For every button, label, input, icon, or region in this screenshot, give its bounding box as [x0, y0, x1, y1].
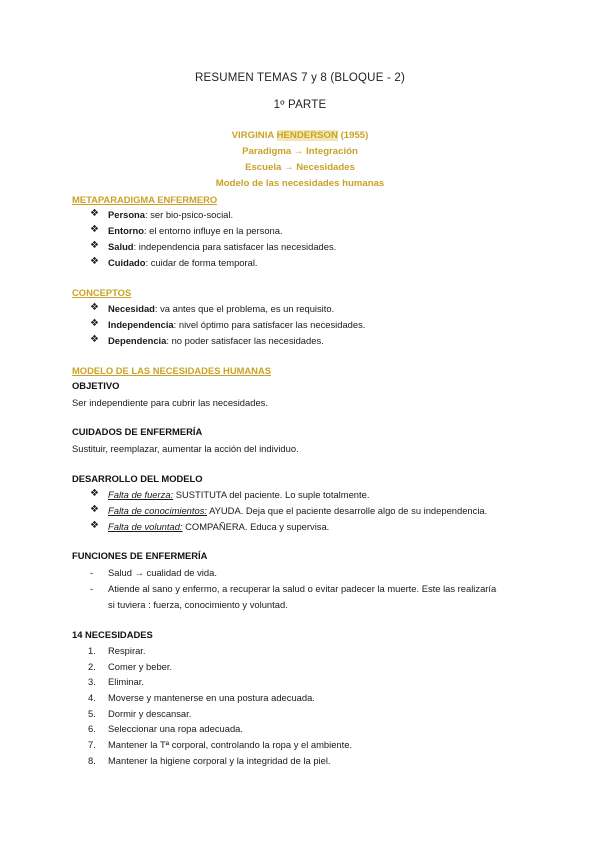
list-item: Respirar.: [108, 645, 146, 656]
list-item: Falta de fuerza: SUSTITUTA del paciente. Lo suple totalmente.: [108, 489, 370, 500]
list-item: Persona: ser bio-psico-social.: [108, 209, 234, 220]
diamond-bullet-icon: ❖: [90, 302, 99, 313]
modelo-heading: MODELO DE LAS NECESIDADES HUMANAS: [72, 365, 271, 376]
list-item: Dormir y descansar.: [108, 708, 192, 719]
list-item: Mantener la higiene corporal y la integridad de la piel.: [108, 755, 331, 766]
list-number: 2.: [88, 661, 96, 672]
diamond-bullet-icon: ❖: [90, 256, 99, 267]
diamond-bullet-icon: ❖: [90, 224, 99, 235]
list-item: Falta de voluntad: COMPAÑERA. Educa y supervisa.: [108, 521, 330, 532]
metaparadigma-heading: METAPARADIGMA ENFERMERO: [72, 194, 218, 205]
funciones-heading: FUNCIONES DE ENFERMERÍA: [72, 550, 208, 561]
list-number: 3.: [88, 676, 96, 687]
cuidados-text: Sustituir, reemplazar, aumentar la acción del individuo.: [72, 443, 299, 454]
list-item-continuation: si tuviera : fuerza, conocimiento y voluntad.: [108, 599, 288, 610]
diamond-bullet-icon: ❖: [90, 240, 99, 251]
list-item: Seleccionar una ropa adecuada.: [108, 723, 243, 734]
dash-bullet-icon: -: [90, 583, 94, 594]
list-item: Falta de conocimientos: AYUDA. Deja que el paciente desarrolle algo de su independencia.: [108, 505, 488, 516]
list-number: 7.: [88, 739, 96, 750]
list-item: Comer y beber.: [108, 661, 173, 672]
author-name-highlight: HENDERSON: [276, 130, 338, 141]
dash-bullet-icon: -: [90, 567, 94, 578]
objetivo-text: Ser independiente para cubrir las necesidades.: [72, 397, 268, 408]
list-item: Salud → cualidad de vida.: [108, 567, 217, 578]
list-number: 4.: [88, 692, 96, 703]
list-item: Necesidad: va antes que el problema, es un requisito.: [108, 303, 335, 314]
list-item: Salud: independencia para satisfacer las necesidades.: [108, 241, 337, 252]
list-number: 5.: [88, 708, 96, 719]
list-number: 8.: [88, 755, 96, 766]
diamond-bullet-icon: ❖: [90, 488, 99, 499]
list-item: Atiende al sano y enfermo, a recuperar la salud o evitar padecer la muerte. Este las realizaría: [108, 583, 497, 594]
school-line: Escuela → Necesidades: [245, 162, 355, 173]
list-item: Independencia: nivel óptimo para satisfacer las necesidades.: [108, 319, 366, 330]
model-line: Modelo de las necesidades humanas: [215, 178, 385, 189]
diamond-bullet-icon: ❖: [90, 504, 99, 515]
conceptos-heading: CONCEPTOS: [72, 287, 132, 298]
desarrollo-heading: DESARROLLO DEL MODELO: [72, 473, 203, 484]
list-number: 6.: [88, 723, 96, 734]
diamond-bullet-icon: ❖: [90, 334, 99, 345]
document-title: RESUMEN TEMAS 7 y 8 (BLOQUE - 2): [194, 72, 406, 84]
diamond-bullet-icon: ❖: [90, 520, 99, 531]
author-name: VIRGINIA: [231, 130, 277, 141]
list-item: Dependencia: no poder satisfacer las necesidades.: [108, 335, 324, 346]
author-year: (1955): [337, 130, 369, 141]
list-item: Eliminar.: [108, 676, 144, 687]
document-part: 1º PARTE: [273, 99, 327, 111]
diamond-bullet-icon: ❖: [90, 318, 99, 329]
list-item: Mantener la Tª corporal, controlando la ropa y el ambiente.: [108, 739, 353, 750]
paradigm-line: Paradigma → Integración: [242, 146, 358, 157]
cuidados-heading: CUIDADOS DE ENFERMERÍA: [72, 426, 203, 437]
list-item: Entorno: el entorno influye en la persona.: [108, 225, 283, 236]
necesidades-heading: 14 NECESIDADES: [72, 629, 153, 640]
diamond-bullet-icon: ❖: [90, 208, 99, 219]
list-item: Moverse y mantenerse en una postura adecuada.: [108, 692, 315, 703]
list-number: 1.: [88, 645, 96, 656]
objetivo-heading: OBJETIVO: [72, 380, 120, 391]
list-item: Cuidado: cuidar de forma temporal.: [108, 257, 258, 268]
author-line: [0, 130, 600, 141]
